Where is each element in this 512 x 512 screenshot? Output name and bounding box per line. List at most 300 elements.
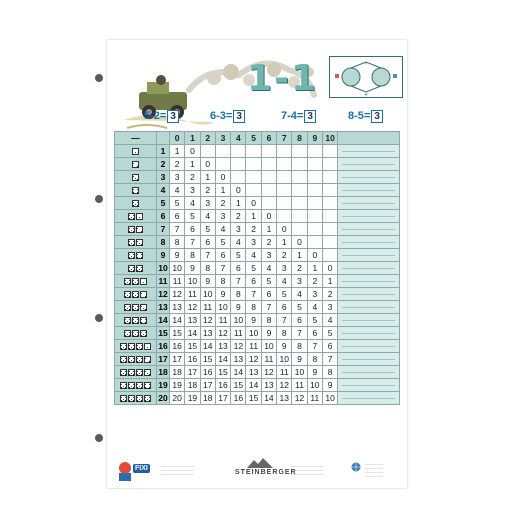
table-cell: 10 [246, 327, 261, 340]
row-number: 11 [158, 276, 168, 286]
table-cell: 11 [185, 288, 200, 301]
die-face-icon [144, 369, 151, 376]
table-cell [261, 145, 276, 158]
table-cell [231, 158, 246, 171]
die-face-icon [124, 330, 131, 337]
die-face-icon [128, 343, 135, 350]
column-header: 7 [277, 132, 292, 145]
table-cell: 10 [261, 340, 276, 353]
table-cell: 1 [215, 184, 230, 197]
row-number: 7 [157, 223, 170, 236]
column-header: 8 [292, 132, 307, 145]
dice-cell [115, 340, 157, 353]
row-number: 14 [158, 315, 168, 325]
table-cell [307, 184, 322, 197]
die-face-icon [144, 395, 151, 402]
notes-cell [338, 171, 400, 184]
table-cell [307, 158, 322, 171]
table-cell: 7 [215, 262, 230, 275]
table-cell: 1 [261, 223, 276, 236]
notes-cell [338, 145, 400, 158]
corner-rowno [157, 132, 170, 145]
corner-cell: — [115, 132, 157, 145]
table-cell: 2 [277, 249, 292, 262]
table-cell: 8 [261, 314, 276, 327]
table-cell: 11 [277, 366, 292, 379]
die-face-icon [132, 304, 139, 311]
table-cell: 7 [322, 353, 337, 366]
table-cell: 8 [200, 262, 215, 275]
table-row [115, 171, 400, 184]
table-cell [292, 145, 307, 158]
table-cell: 4 [322, 314, 337, 327]
table-cell: 9 [322, 379, 337, 392]
table-row [115, 275, 400, 288]
table-cell: 12 [185, 301, 200, 314]
table-cell: 17 [185, 366, 200, 379]
table-cell: 9 [170, 249, 185, 262]
table-cell: 0 [307, 249, 322, 262]
table-cell: 5 [277, 288, 292, 301]
die-face-icon [128, 265, 135, 272]
table-cell: 11 [231, 327, 246, 340]
example-row [107, 110, 407, 126]
table-row [115, 184, 400, 197]
row-number: 15 [158, 328, 168, 338]
table-cell [292, 197, 307, 210]
table-cell: 12 [231, 340, 246, 353]
column-header: 6 [261, 132, 276, 145]
table-cell: 11 [200, 301, 215, 314]
row-number: 4 [157, 184, 170, 197]
table-cell [292, 210, 307, 223]
table-cell: 13 [170, 301, 185, 314]
table-cell [246, 184, 261, 197]
writing-line [342, 190, 395, 191]
table-cell: 0 [261, 210, 276, 223]
table-cell: 15 [246, 392, 261, 405]
table-cell [307, 197, 322, 210]
dice-cell [115, 275, 157, 288]
table-cell: 4 [231, 236, 246, 249]
page-title: 1-1 [247, 58, 319, 99]
minus-sign: - [364, 61, 368, 68]
die-face-icon [140, 291, 147, 298]
table-cell: 11 [215, 314, 230, 327]
table-cell: 11 [292, 379, 307, 392]
table-cell: 13 [185, 314, 200, 327]
writing-line [342, 320, 395, 321]
die-face-icon [144, 382, 151, 389]
die-face-icon [128, 226, 135, 233]
dice-cell [115, 392, 157, 405]
table-cell: 8 [170, 236, 185, 249]
table-cell: 17 [200, 379, 215, 392]
table-cell: 15 [215, 366, 230, 379]
column-header: 5 [246, 132, 261, 145]
table-cell: 7 [200, 249, 215, 262]
table-cell: 5 [261, 275, 276, 288]
die-face-icon [128, 252, 135, 259]
subtraction-table [114, 131, 400, 405]
row-number: 17 [158, 354, 168, 364]
table-cell: 1 [277, 236, 292, 249]
writing-line [342, 398, 395, 399]
die-face-icon [144, 356, 151, 363]
table-cell: 4 [200, 210, 215, 223]
table-cell: 5 [185, 210, 200, 223]
globe-icon [351, 462, 361, 472]
table-cell: 2 [322, 288, 337, 301]
dice-cell [115, 366, 157, 379]
table-row [115, 301, 400, 314]
table-cell: 3 [170, 171, 185, 184]
fixi-logo [115, 460, 135, 482]
table-cell: 5 [322, 327, 337, 340]
notes-cell [338, 249, 400, 262]
table-cell: 0 [246, 197, 261, 210]
table-cell: 7 [277, 314, 292, 327]
example-4: 8-5= 3 [348, 110, 383, 123]
die-face-icon [136, 213, 143, 220]
notes-cell [338, 379, 400, 392]
table-cell: 0 [185, 145, 200, 158]
table-cell: 11 [261, 353, 276, 366]
table-row [115, 379, 400, 392]
writing-line [342, 281, 395, 282]
die-face-icon [136, 395, 143, 402]
die-face-icon [136, 356, 143, 363]
die-face-icon [128, 369, 135, 376]
die-face-icon [132, 200, 139, 207]
table-cell: 1 [170, 145, 185, 158]
table-cell: 7 [231, 275, 246, 288]
notes-cell [338, 301, 400, 314]
table-cell [261, 184, 276, 197]
writing-line [342, 385, 395, 386]
notes-cell [338, 210, 400, 223]
die-face-icon [120, 343, 127, 350]
publisher-address-left: ——————————— ——————————— ——————————— [161, 464, 194, 476]
table-cell: 6 [292, 314, 307, 327]
table-cell [322, 249, 337, 262]
table-cell: 13 [215, 340, 230, 353]
table-row [115, 262, 400, 275]
table-cell: 3 [307, 288, 322, 301]
punch-hole [95, 74, 103, 82]
writing-line [342, 203, 395, 204]
table-cell: 0 [200, 158, 215, 171]
writing-line [342, 229, 395, 230]
table-header-row [115, 132, 400, 145]
notes-cell [338, 392, 400, 405]
table-cell [322, 171, 337, 184]
table-cell: 3 [277, 262, 292, 275]
table-cell: 16 [170, 340, 185, 353]
table-cell: 2 [215, 197, 230, 210]
writing-line [342, 359, 395, 360]
die-face-icon [128, 356, 135, 363]
table-cell: 0 [215, 171, 230, 184]
table-cell: 2 [231, 210, 246, 223]
table-cell: 5 [292, 301, 307, 314]
table-cell: 8 [292, 340, 307, 353]
notes-cell [338, 327, 400, 340]
dice-cell [115, 223, 157, 236]
table-cell: 8 [277, 327, 292, 340]
table-cell [307, 223, 322, 236]
table-cell: 1 [200, 171, 215, 184]
table-cell [322, 210, 337, 223]
row-number: 8 [157, 236, 170, 249]
table-cell: 10 [277, 353, 292, 366]
die-face-icon [120, 356, 127, 363]
table-cell: 10 [215, 301, 230, 314]
table-cell [292, 223, 307, 236]
notes-cell [338, 275, 400, 288]
table-cell: 2 [307, 275, 322, 288]
footer [107, 458, 407, 488]
die-face-icon [144, 343, 151, 350]
table-cell: 13 [231, 353, 246, 366]
die-face-icon [136, 343, 143, 350]
table-cell [307, 145, 322, 158]
table-cell: 7 [261, 301, 276, 314]
table-cell: 7 [170, 223, 185, 236]
table-cell [277, 197, 292, 210]
table-cell: 6 [322, 340, 337, 353]
dice-cell [115, 184, 157, 197]
table-cell [292, 184, 307, 197]
table-cell: 15 [200, 353, 215, 366]
table-cell: 3 [292, 275, 307, 288]
table-cell: 1 [185, 158, 200, 171]
table-cell: 9 [261, 327, 276, 340]
table-cell [307, 236, 322, 249]
writing-line [342, 255, 395, 256]
column-header: 3 [215, 132, 230, 145]
table-cell: 14 [231, 366, 246, 379]
table-cell [246, 158, 261, 171]
table-cell: 12 [215, 327, 230, 340]
table-cell: 14 [261, 392, 276, 405]
table-cell: 17 [215, 392, 230, 405]
table-cell [246, 145, 261, 158]
fixi-label: FIXI [135, 465, 148, 472]
table-cell: 15 [185, 340, 200, 353]
table-cell: 2 [200, 184, 215, 197]
table-cell: 5 [231, 249, 246, 262]
row-number: 12 [158, 289, 168, 299]
punch-hole [95, 314, 103, 322]
writing-line [342, 307, 395, 308]
dice-cell [115, 314, 157, 327]
writing-line [342, 151, 395, 152]
table-row [115, 197, 400, 210]
table-cell: 3 [261, 249, 276, 262]
table-cell: 3 [246, 236, 261, 249]
punch-hole [95, 195, 103, 203]
dice-cell [115, 379, 157, 392]
table-cell: 1 [246, 210, 261, 223]
table-row [115, 288, 400, 301]
table-cell: 5 [200, 223, 215, 236]
notes-cell [338, 314, 400, 327]
table-cell: 19 [170, 379, 185, 392]
table-cell: 4 [246, 249, 261, 262]
table-cell: 6 [277, 301, 292, 314]
die-face-icon [132, 330, 139, 337]
table-cell: 6 [231, 262, 246, 275]
table-row [115, 210, 400, 223]
table-cell: 3 [200, 197, 215, 210]
die-face-icon [132, 278, 139, 285]
writing-line [342, 372, 395, 373]
notes-cell [338, 197, 400, 210]
publisher-address-right: ——————————— ——————————— ——————————— [291, 464, 324, 476]
table-cell: 14 [170, 314, 185, 327]
table-cell: 3 [185, 184, 200, 197]
notes-cell [338, 236, 400, 249]
table-cell: 12 [261, 366, 276, 379]
example-2: 6-3= 3 [210, 110, 245, 123]
table-cell: 13 [261, 379, 276, 392]
table-cell: 4 [261, 262, 276, 275]
table-cell: 2 [170, 158, 185, 171]
table-cell: 9 [292, 353, 307, 366]
notes-cell [338, 366, 400, 379]
table-cell: 14 [215, 353, 230, 366]
row-number: 18 [158, 367, 168, 377]
table-cell [215, 145, 230, 158]
table-cell [277, 184, 292, 197]
column-header: 4 [231, 132, 246, 145]
example-3: 7-4= 3 [281, 110, 316, 123]
die-face-icon [124, 278, 131, 285]
product-info: —————— —————— —————— —————— [365, 462, 383, 478]
column-header: 0 [170, 132, 185, 145]
table-cell: 1 [231, 197, 246, 210]
table-cell [277, 210, 292, 223]
table-cell: 6 [307, 327, 322, 340]
table-cell: 16 [231, 392, 246, 405]
die-face-icon [140, 330, 147, 337]
subtraction-schema [329, 56, 403, 98]
table-row [115, 327, 400, 340]
table-cell: 9 [277, 340, 292, 353]
table-cell: 9 [215, 288, 230, 301]
table-cell: 8 [215, 275, 230, 288]
column-header: 1 [185, 132, 200, 145]
dice-cell [115, 145, 157, 158]
table-cell: 19 [185, 392, 200, 405]
table-cell [277, 171, 292, 184]
dice-cell [115, 236, 157, 249]
table-cell [200, 145, 215, 158]
die-face-icon [132, 317, 139, 324]
die-face-icon [132, 187, 139, 194]
table-cell: 8 [307, 353, 322, 366]
table-cell: 8 [322, 366, 337, 379]
table-cell: 0 [292, 236, 307, 249]
table-cell: 14 [246, 379, 261, 392]
row-number: 20 [158, 393, 168, 403]
die-face-icon [132, 161, 139, 168]
table-cell: 6 [215, 249, 230, 262]
table-cell [292, 171, 307, 184]
table-cell: 3 [231, 223, 246, 236]
table-cell: 6 [200, 236, 215, 249]
table-row [115, 366, 400, 379]
table-row [115, 314, 400, 327]
table-cell: 5 [307, 314, 322, 327]
die-face-icon [128, 239, 135, 246]
dice-cell [115, 353, 157, 366]
table-cell [261, 171, 276, 184]
table-row [115, 249, 400, 262]
table-cell: 3 [215, 210, 230, 223]
die-face-icon [120, 382, 127, 389]
table-cell: 2 [185, 171, 200, 184]
publisher-name: STEINBERGER [235, 469, 297, 476]
table-cell [215, 158, 230, 171]
notes-cell [338, 184, 400, 197]
row-number: 16 [158, 341, 168, 351]
die-face-icon [132, 174, 139, 181]
table-cell: 6 [261, 288, 276, 301]
table-cell: 10 [200, 288, 215, 301]
row-number: 3 [157, 171, 170, 184]
table-cell: 9 [200, 275, 215, 288]
die-face-icon [132, 291, 139, 298]
table-cell: 0 [322, 262, 337, 275]
table-row [115, 236, 400, 249]
column-header: 9 [307, 132, 322, 145]
table-cell: 4 [215, 223, 230, 236]
row-number: 13 [158, 302, 168, 312]
table-row [115, 340, 400, 353]
die-face-icon [136, 252, 143, 259]
writing-line [342, 333, 395, 334]
table-cell: 6 [185, 223, 200, 236]
dice-cell [115, 327, 157, 340]
table-cell: 16 [185, 353, 200, 366]
dice-cell [115, 249, 157, 262]
die-face-icon [124, 304, 131, 311]
writing-line [342, 177, 395, 178]
table-cell: 14 [200, 340, 215, 353]
die-face-icon [120, 395, 127, 402]
table-cell: 11 [307, 392, 322, 405]
table-cell [277, 145, 292, 158]
die-face-icon [136, 239, 143, 246]
table-cell: 0 [231, 184, 246, 197]
table-cell: 7 [185, 236, 200, 249]
table-cell: 4 [170, 184, 185, 197]
table-row [115, 158, 400, 171]
table-cell [261, 197, 276, 210]
writing-line [342, 242, 395, 243]
table-cell [322, 236, 337, 249]
notes-cell [338, 288, 400, 301]
table-cell: 1 [322, 275, 337, 288]
dice-cell [115, 288, 157, 301]
table-cell: 16 [200, 366, 215, 379]
worksheet [107, 40, 407, 488]
die-face-icon [128, 395, 135, 402]
table-cell: 10 [322, 392, 337, 405]
writing-line [342, 268, 395, 269]
